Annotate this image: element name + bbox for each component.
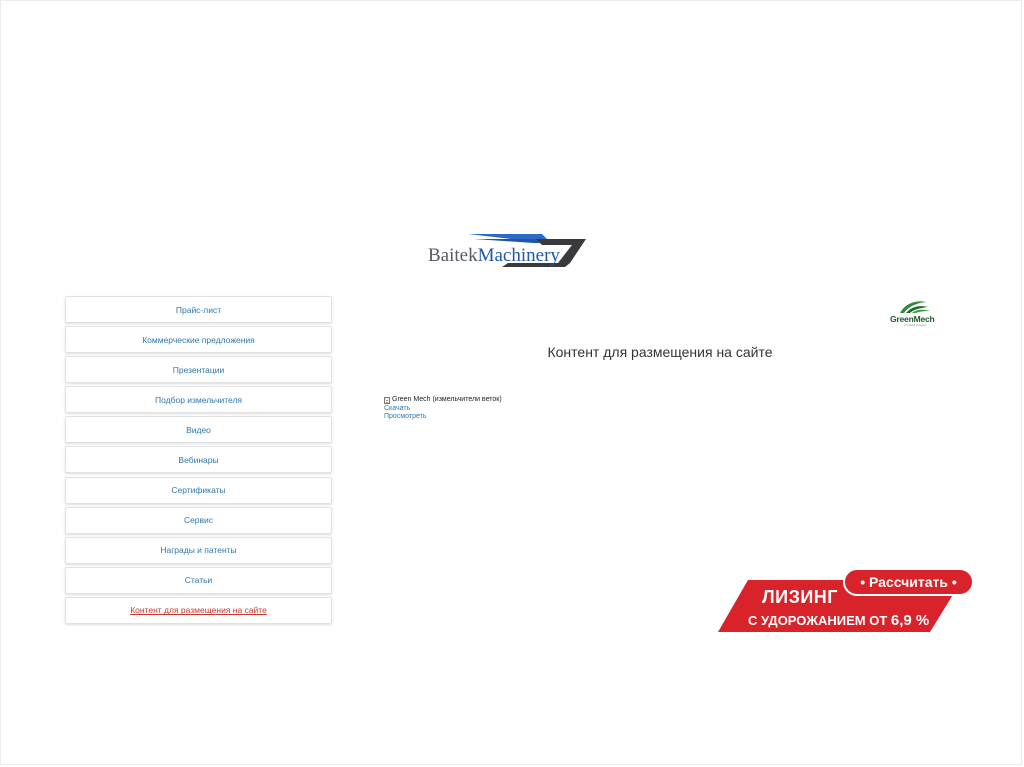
download-link[interactable]: Скачать xyxy=(384,404,411,412)
file-row xyxy=(384,396,502,405)
sidebar-item-site-content[interactable] xyxy=(65,597,332,624)
greenmech-logo xyxy=(886,298,942,328)
logo-wordmark xyxy=(428,245,560,267)
logo-word-1: Baitek xyxy=(428,245,478,266)
sidebar-item-certificates[interactable] xyxy=(65,477,332,504)
baitek-logo[interactable] xyxy=(424,233,590,271)
leasing-title: ЛИЗИНГ xyxy=(762,587,838,607)
file-name: Green Mech (измельчители веток) xyxy=(392,396,502,403)
sidebar-item-awards-patents[interactable] xyxy=(65,537,332,564)
page-title: Контент для размещения на сайте xyxy=(547,344,773,360)
sidebar-item-label: Награды и патенты xyxy=(160,545,237,556)
sidebar-item-presentations[interactable] xyxy=(65,356,332,383)
sidebar-item-video[interactable] xyxy=(65,416,332,443)
leasing-subtitle-text: С УДОРОЖАНИЕМ ОТ xyxy=(748,613,888,628)
sidebar-item-label: Статьи xyxy=(184,575,213,586)
sidebar-item-chipper-selection[interactable] xyxy=(65,386,332,413)
sidebar-item-commercial-offers[interactable] xyxy=(65,326,332,353)
sidebar-item-price-list[interactable] xyxy=(65,296,332,323)
sidebar-item-label: Коммерческие предложения xyxy=(142,334,255,345)
sidebar-item-label: Вебинары xyxy=(178,454,219,465)
calculate-button[interactable]: • Рассчитать • xyxy=(860,574,957,590)
greenmech-name: GreenMech xyxy=(890,314,935,324)
sidebar-item-label: Подбор измельчителя xyxy=(154,394,243,405)
document-icon xyxy=(384,397,390,404)
file-entry xyxy=(384,396,502,422)
sidebar-item-service[interactable] xyxy=(65,507,332,534)
leasing-rate: 6,9 % xyxy=(890,612,930,629)
sidebar-item-articles[interactable] xyxy=(65,567,332,594)
sidebar-item-label: Презентации xyxy=(172,364,225,375)
greenmech-tagline: A Tracked Company xyxy=(904,324,927,327)
sidebar-item-label: Сервис xyxy=(183,515,214,526)
sidebar-item-label: Контент для размещения на сайте xyxy=(130,605,267,616)
sidebar-item-label: Видео xyxy=(186,424,211,435)
sidebar-item-label: Прайс-лист xyxy=(175,304,222,315)
sidebar-nav xyxy=(65,296,332,627)
view-link[interactable]: Просмотреть xyxy=(384,413,427,420)
sidebar-item-webinars[interactable] xyxy=(65,446,332,473)
logo-word-2: Machinery xyxy=(477,245,560,266)
sidebar-item-label: Сертификаты xyxy=(171,485,226,496)
leasing-banner[interactable] xyxy=(718,566,980,634)
leasing-subtitle xyxy=(748,612,929,629)
